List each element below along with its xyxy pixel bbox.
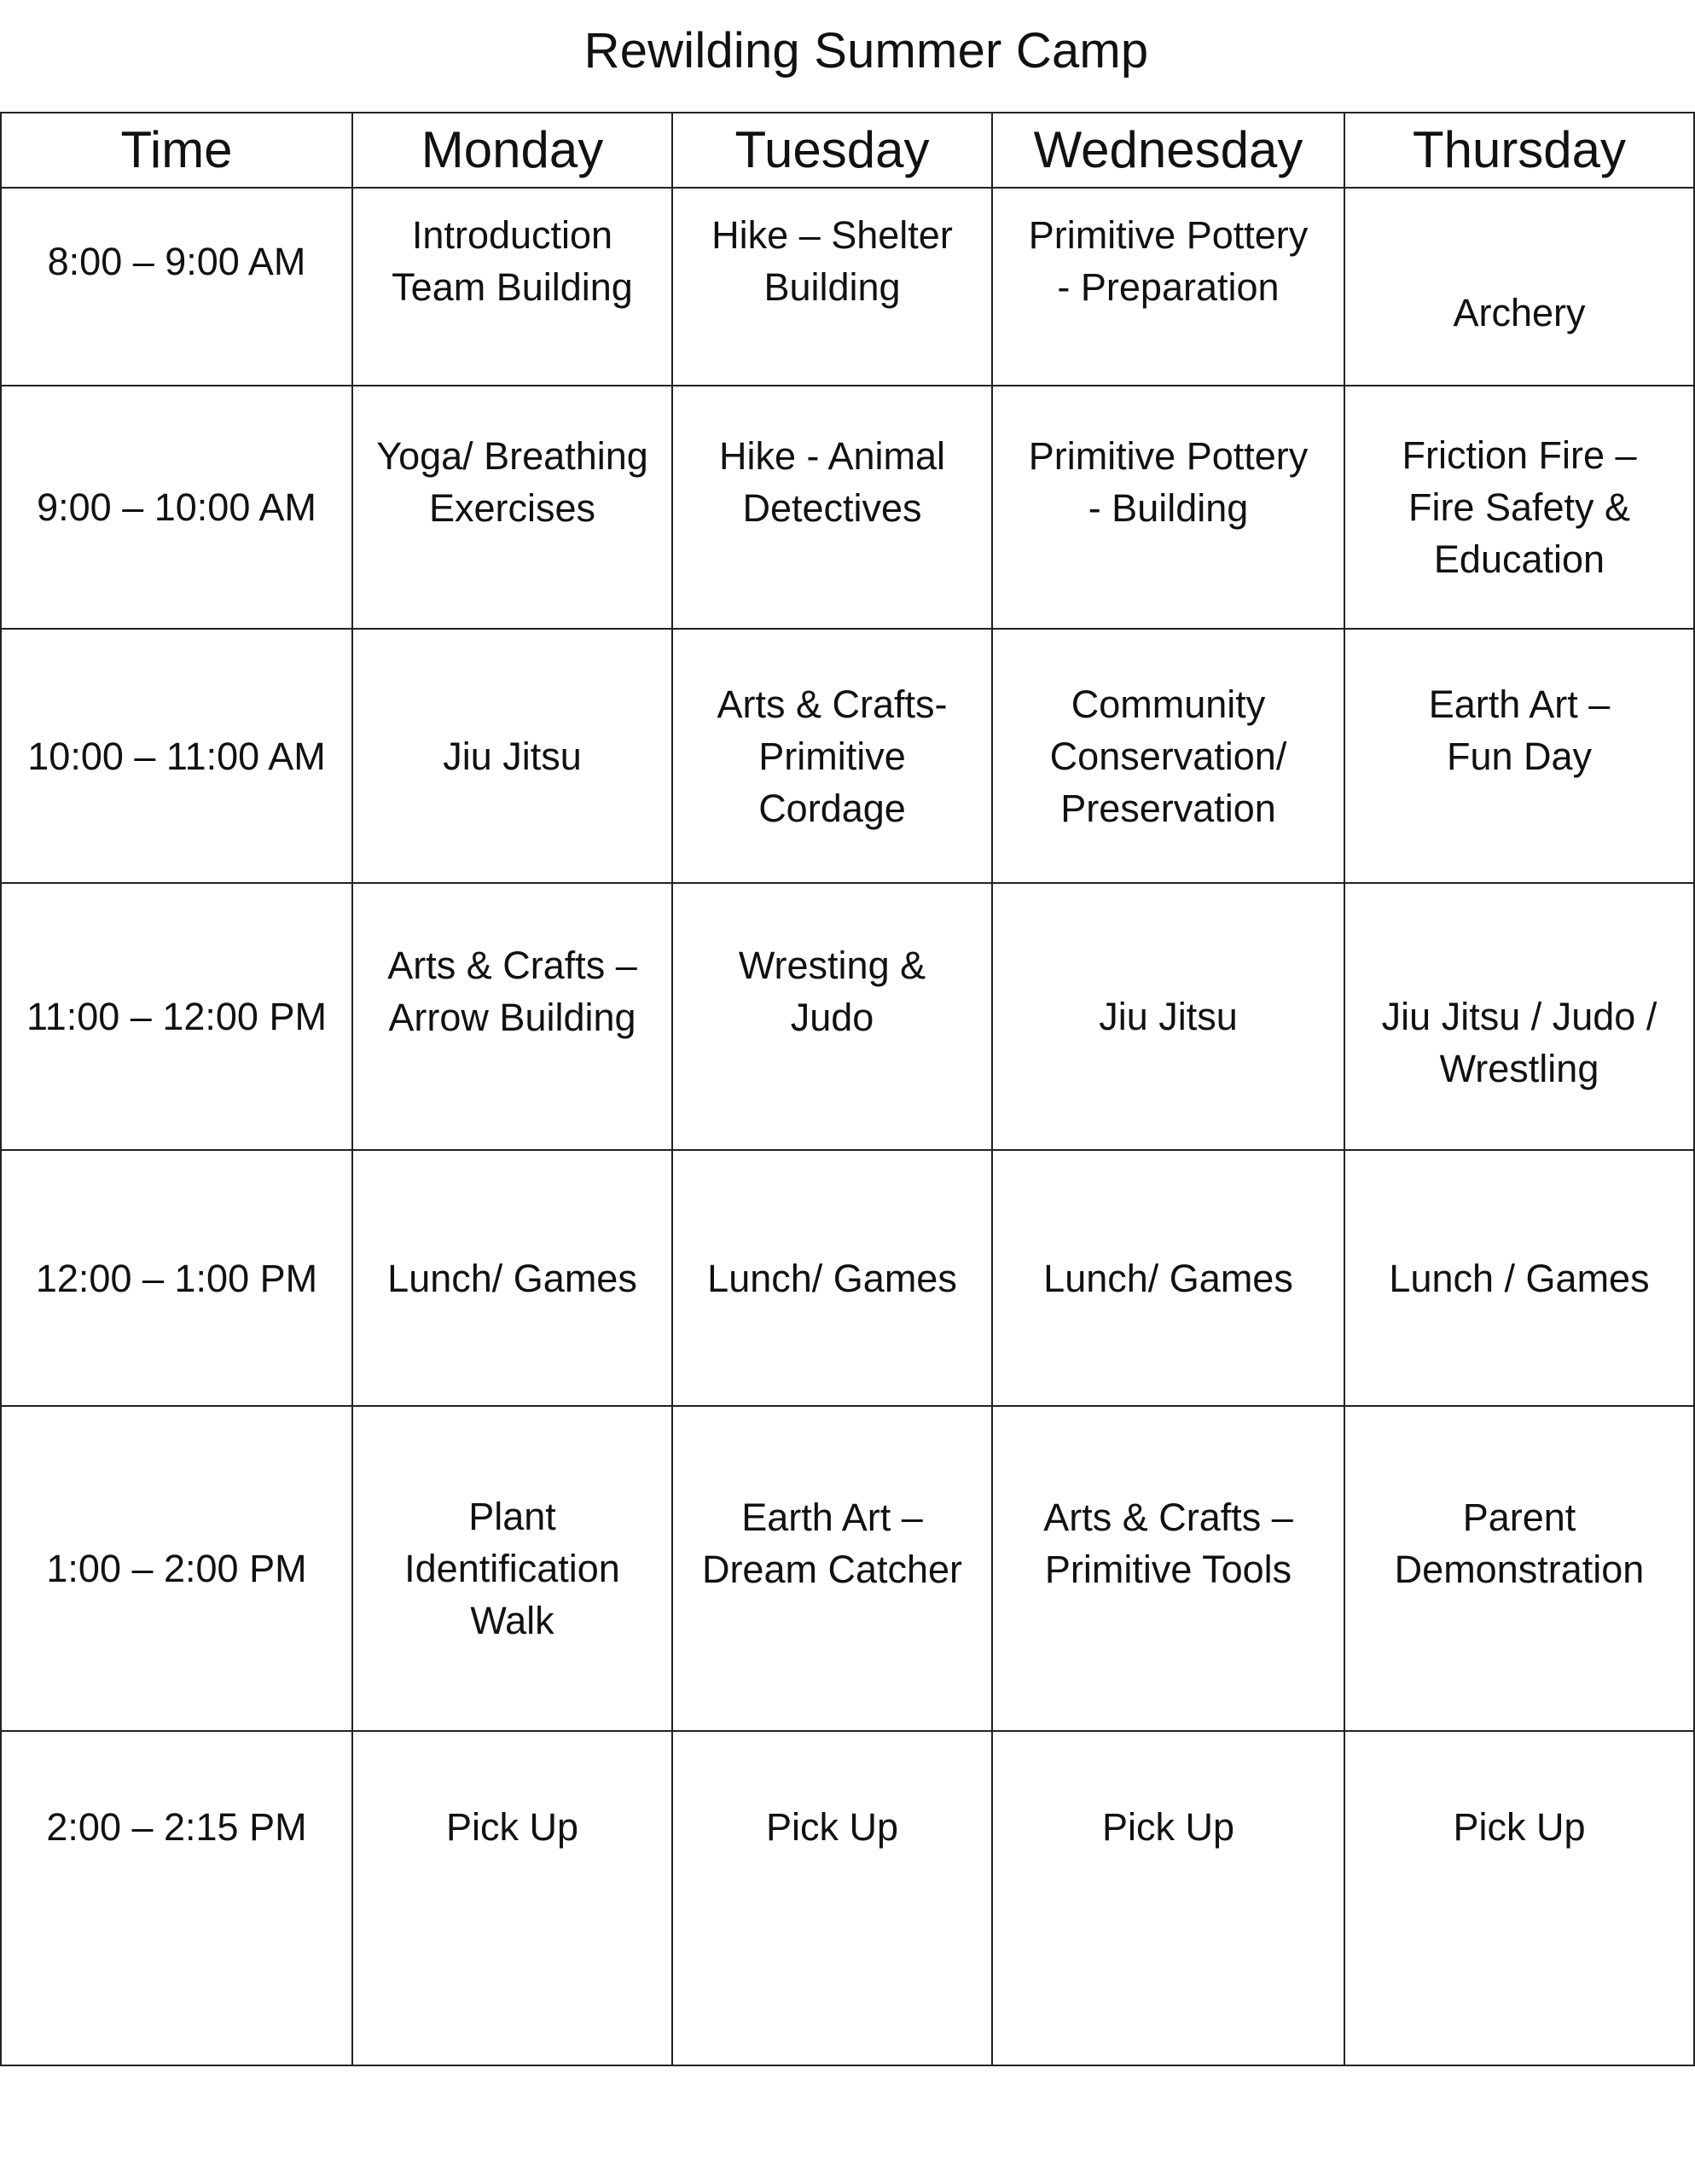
- time-cell: 2:00 – 2:15 PM: [1, 1731, 352, 2065]
- table-row: [1, 188, 1694, 386]
- activity-cell-tuesday: [672, 188, 992, 386]
- activity-cell-monday: [352, 629, 672, 883]
- table-row: [1, 629, 1694, 883]
- activity-line: Pick Up: [765, 1804, 899, 1849]
- table-row: [1, 883, 1694, 1150]
- activity-line: - Building: [1088, 485, 1249, 530]
- activity-line: Primitive Pottery: [1028, 433, 1309, 478]
- activity-cell-tuesday: [672, 883, 992, 1150]
- time-cell: 11:00 – 12:00 PM: [1, 883, 352, 1150]
- activity-line: Pick Up: [1101, 1804, 1235, 1849]
- activity-cell-tuesday: [672, 1731, 992, 2065]
- activity-cell-monday: [352, 1150, 672, 1406]
- activity-line: Arts & Crafts –: [387, 943, 637, 987]
- activity-cell-wednesday: [992, 1150, 1344, 1406]
- activity-line: Jiu Jitsu / Judo /: [1381, 994, 1657, 1038]
- activity-line: Jiu Jitsu: [443, 734, 582, 778]
- activity-cell-tuesday: [672, 1150, 992, 1406]
- activity-cell-thursday: [1344, 1150, 1694, 1406]
- activity-line: Jiu Jitsu: [1099, 995, 1238, 1038]
- activity-line: Lunch/ Games: [1043, 1256, 1293, 1300]
- time-cell: 12:00 – 1:00 PM: [1, 1150, 352, 1406]
- activity-cell-wednesday: [992, 883, 1344, 1150]
- header-tuesday: Tuesday: [672, 113, 992, 188]
- activity-line: Fire Safety &: [1408, 485, 1631, 529]
- activity-line: Plant: [468, 1495, 556, 1538]
- activity-cell-wednesday: [992, 629, 1344, 883]
- table-row: [1, 1406, 1694, 1731]
- activity-line: - Preparation: [1057, 265, 1280, 309]
- activity-line: Building: [763, 265, 901, 309]
- activity-line: Cordage: [758, 786, 906, 830]
- activity-line: Arts & Crafts –: [1043, 1495, 1293, 1539]
- activity-line: Arrow Building: [388, 995, 636, 1039]
- activity-line: Community: [1071, 682, 1266, 726]
- header-row: [1, 113, 1694, 188]
- activity-cell-thursday: [1344, 188, 1694, 386]
- activity-cell-thursday: [1344, 1406, 1694, 1731]
- time-cell: 10:00 – 11:00 AM: [1, 629, 352, 883]
- page-title: Rewilding Summer Camp: [583, 23, 1149, 78]
- activity-line: Earth Art –: [1428, 682, 1611, 726]
- table-row: [1, 1150, 1694, 1406]
- activity-cell-monday: [352, 386, 672, 629]
- activity-line: Friction Fire –: [1402, 433, 1637, 477]
- activity-line: Education: [1433, 537, 1605, 581]
- activity-cell-monday: [352, 1406, 672, 1731]
- time-cell: 1:00 – 2:00 PM: [1, 1406, 352, 1731]
- activity-cell-monday: [352, 1731, 672, 2065]
- activity-line: Introduction: [411, 213, 613, 257]
- activity-line: Hike - Animal: [718, 433, 946, 478]
- activity-cell-tuesday: [672, 1406, 992, 1731]
- activity-line: Team Building: [392, 265, 633, 309]
- activity-cell-wednesday: [992, 1731, 1344, 2065]
- activity-line: Primitive: [758, 734, 906, 778]
- activity-cell-thursday: [1344, 1731, 1694, 2065]
- activity-line: Archery: [1453, 290, 1586, 334]
- time-cell: 9:00 – 10:00 AM: [1, 386, 352, 629]
- activity-line: Primitive Tools: [1044, 1547, 1292, 1591]
- activity-line: Walk: [470, 1599, 554, 1642]
- header-wednesday: Wednesday: [992, 113, 1344, 188]
- activity-line: Pick Up: [445, 1804, 579, 1849]
- activity-line: Identification: [404, 1547, 620, 1590]
- activity-line: Preservation: [1060, 786, 1276, 830]
- activity-cell-monday: [352, 188, 672, 386]
- activity-line: Yoga/ Breathing: [376, 433, 648, 478]
- activity-line: Arts & Crafts-: [717, 682, 948, 726]
- activity-line: Parent: [1462, 1495, 1576, 1539]
- activity-line: Fun Day: [1446, 735, 1593, 778]
- activity-line: Lunch/ Games: [707, 1256, 957, 1300]
- activity-line: Wrestling: [1439, 1046, 1599, 1090]
- activity-cell-wednesday: [992, 188, 1344, 386]
- activity-cell-thursday: [1344, 883, 1694, 1150]
- header-thursday: Thursday: [1344, 113, 1694, 188]
- activity-line: Earth Art –: [741, 1495, 923, 1539]
- activity-cell-tuesday: [672, 386, 992, 629]
- header-time: Time: [1, 113, 352, 188]
- activity-line: Judo: [790, 995, 874, 1039]
- activity-cell-wednesday: [992, 386, 1344, 629]
- activity-line: Hike – Shelter: [711, 213, 953, 257]
- activity-line: Exercises: [428, 485, 596, 530]
- activity-line: Lunch/ Games: [387, 1256, 637, 1300]
- header-monday: Monday: [352, 113, 672, 188]
- activity-line: Detectives: [742, 485, 922, 530]
- schedule-table: [0, 112, 1695, 2066]
- activity-line: Dream Catcher: [701, 1547, 963, 1591]
- activity-line: Primitive Pottery: [1028, 213, 1309, 257]
- activity-cell-thursday: [1344, 629, 1694, 883]
- activity-line: Pick Up: [1453, 1804, 1586, 1849]
- activity-cell-wednesday: [992, 1406, 1344, 1731]
- activity-cell-tuesday: [672, 629, 992, 883]
- activity-cell-thursday: [1344, 386, 1694, 629]
- activity-cell-monday: [352, 883, 672, 1150]
- time-cell: 8:00 – 9:00 AM: [1, 188, 352, 386]
- table-row: [1, 386, 1694, 629]
- activity-line: Wresting &: [738, 943, 926, 987]
- activity-line: Lunch / Games: [1389, 1256, 1650, 1300]
- activity-line: Conservation/: [1049, 734, 1287, 778]
- activity-line: Demonstration: [1394, 1547, 1645, 1591]
- table-row: [1, 1731, 1694, 2065]
